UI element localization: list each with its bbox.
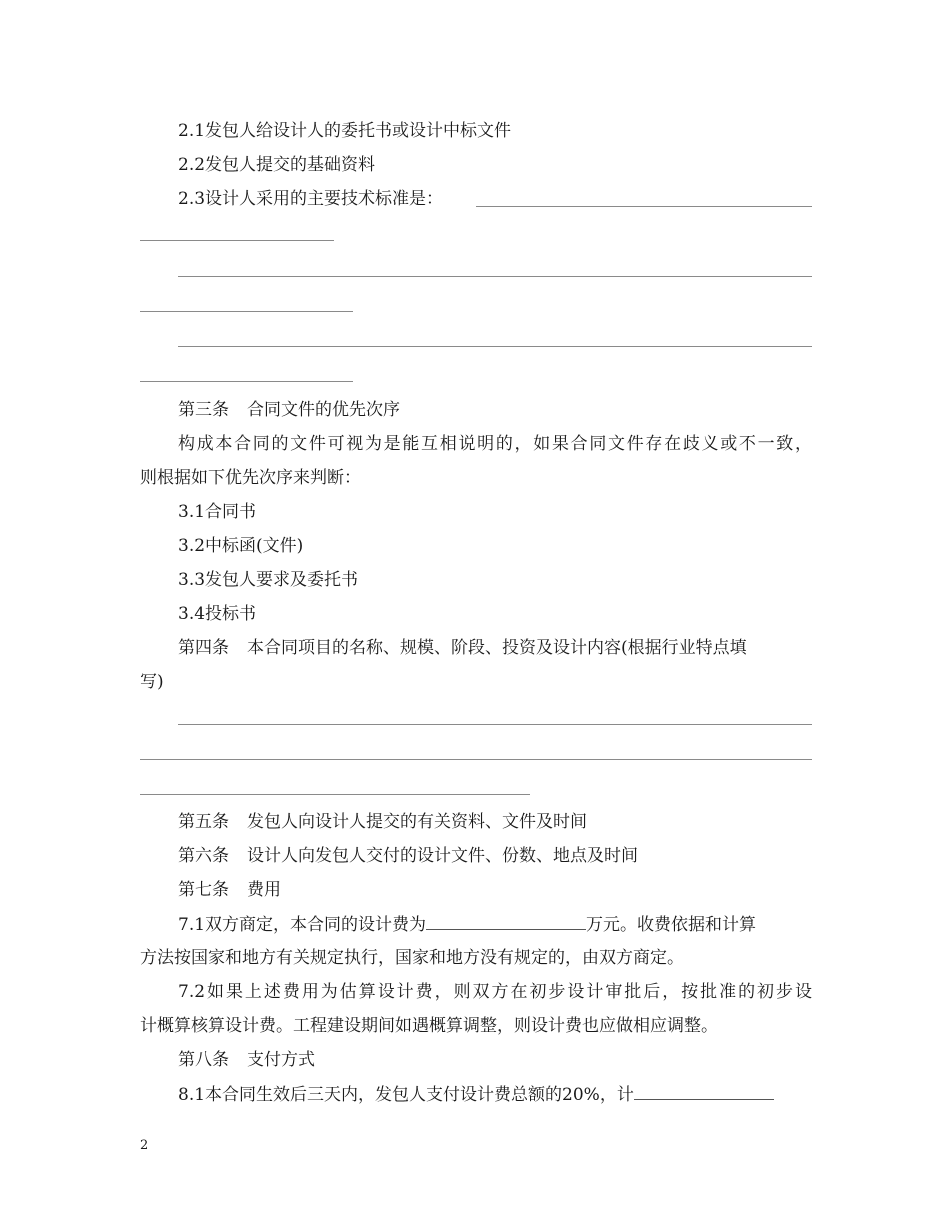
- clause-8-1: 8.1本合同生效后三天内，发包人支付设计费总额的20%，计: [178, 1081, 812, 1108]
- article-title: 设计人向发包人交付的设计文件、份数、地点及时间: [247, 846, 638, 866]
- fill-line: [140, 311, 353, 312]
- article-number: 第七条: [178, 880, 229, 900]
- clause-2-1: 2.1发包人给设计人的委托书或设计中标文件: [178, 121, 512, 141]
- article-8-heading: [178, 1047, 812, 1073]
- article-title: 本合同项目的名称、规模、阶段、投资及设计内容(根据行业特点填: [247, 638, 747, 658]
- article-5-heading: [178, 809, 812, 835]
- article-title: 支付方式: [247, 1050, 315, 1070]
- fill-line: [476, 206, 812, 207]
- payment-amount-blank: [634, 1081, 774, 1100]
- article-number: 第六条: [178, 846, 229, 866]
- clause-3-3: 3.3发包人要求及委托书: [178, 570, 359, 590]
- clause-7-1: 7.1双方商定，本合同的设计费为 万元。收费依据和计算: [178, 911, 812, 938]
- article-3-paragraph: 构成本合同的文件可视为是能互相说明的，如果合同文件存在歧义或不一致，: [178, 434, 812, 454]
- article-7-heading: [178, 877, 812, 903]
- article-number: 第三条: [178, 400, 229, 420]
- fill-line: [178, 346, 812, 347]
- fill-line: [140, 240, 334, 241]
- clause-7-2: 7.2如果上述费用为估算设计费，则双方在初步设计审批后，按批准的初步设: [178, 982, 812, 1002]
- fill-line: [178, 276, 812, 277]
- clause-3-1: 3.1合同书: [178, 502, 257, 522]
- clause-3-2: 3.2中标函(文件): [178, 536, 304, 556]
- article-3-heading: [178, 397, 812, 423]
- page-number: 2: [140, 1138, 149, 1153]
- article-title: 发包人向设计人提交的有关资料、文件及时间: [247, 812, 587, 832]
- article-title: 合同文件的优先次序: [247, 400, 400, 420]
- fill-line: [140, 794, 530, 795]
- article-4-title-cont: 写): [140, 672, 164, 692]
- article-6-heading: [178, 843, 812, 869]
- fee-amount-blank: [426, 911, 586, 930]
- article-4-heading: [178, 635, 812, 661]
- clause-3-4: 3.4投标书: [178, 604, 257, 624]
- article-number: 第五条: [178, 812, 229, 832]
- article-number: 第四条: [178, 638, 229, 658]
- article-number: 第八条: [178, 1050, 229, 1070]
- article-title: 费用: [247, 880, 281, 900]
- fill-line: [140, 381, 353, 382]
- article-3-paragraph-cont: 则根据如下优先次序来判断：: [140, 468, 361, 488]
- clause-7-1-cont: 方法按国家和地方有关规定执行，国家和地方没有规定的，由双方商定。: [140, 948, 684, 968]
- fill-line: [140, 759, 812, 760]
- clause-7-2-cont: 计概算核算设计费。工程建设期间如遇概算调整，则设计费也应做相应调整。: [140, 1016, 718, 1036]
- clause-2-3: 2.3设计人采用的主要技术标准是：: [178, 189, 444, 209]
- clause-2-2: 2.2发包人提交的基础资料: [178, 155, 376, 175]
- fill-line: [178, 724, 812, 725]
